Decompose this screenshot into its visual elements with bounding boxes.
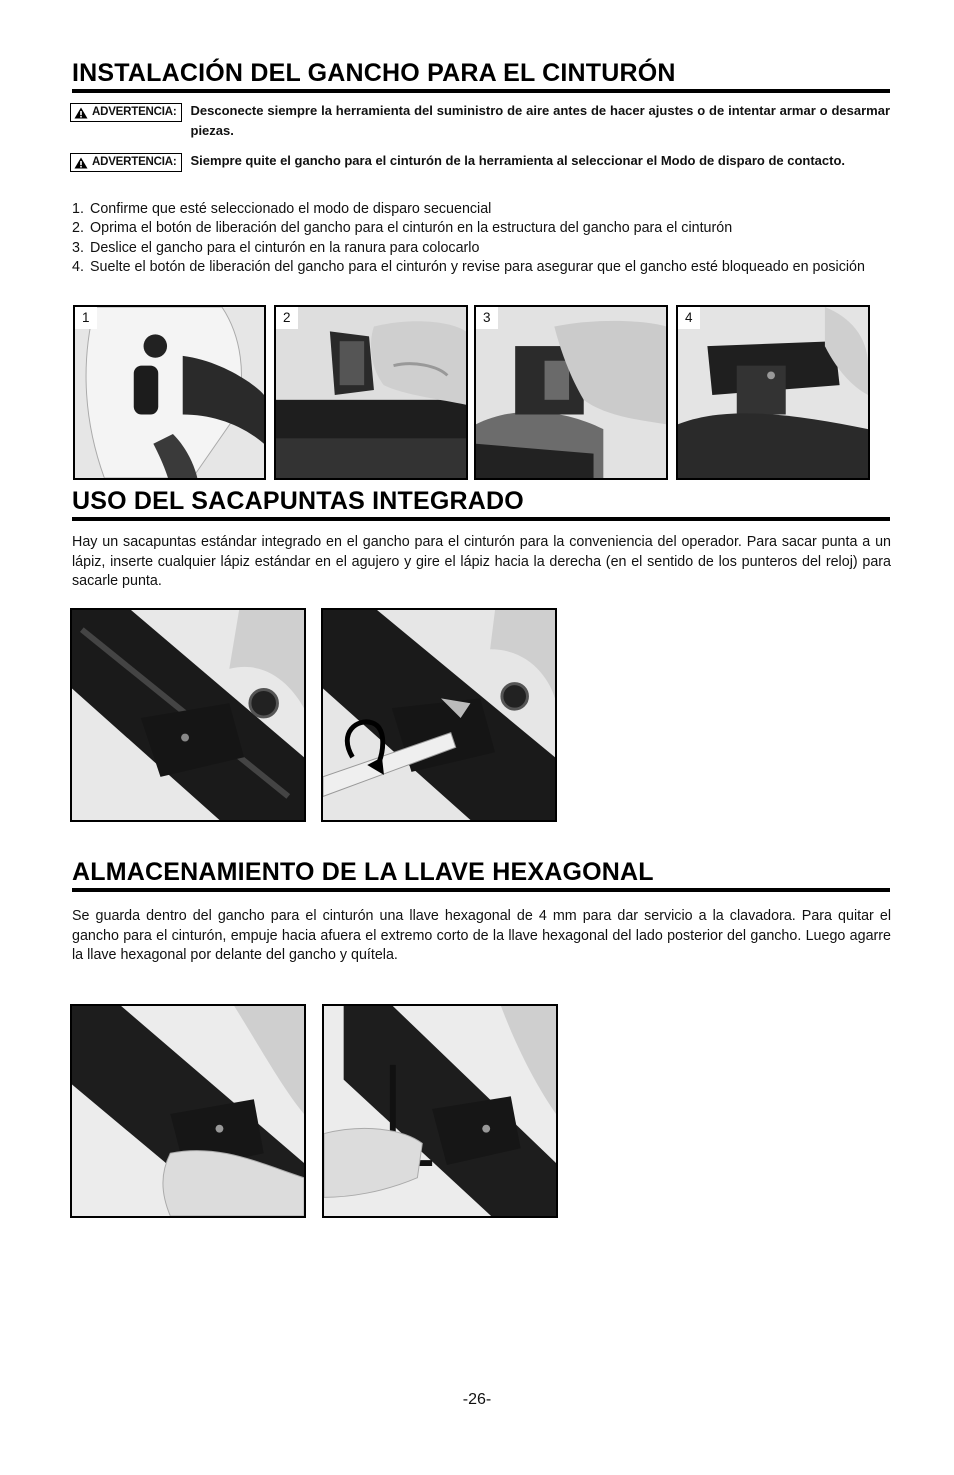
hex-key-remove-photo — [324, 1006, 556, 1216]
figure-label: 4 — [678, 307, 700, 329]
photo-step-1 — [73, 305, 266, 480]
list-item: 1. Confirme que esté seleccionado el modo de disparo secuencial — [72, 201, 492, 217]
section-title-belt-hook: INSTALACIÓN DEL GANCHO PARA EL CINTURÓN — [72, 58, 890, 93]
warning-disconnect-air — [70, 101, 890, 141]
page-number: -26- — [462, 1391, 492, 1408]
list-item: 4. Suelte el botón de liberación del gancho para el cinturón y revise para asegurar que el gancho esté bloqueado en posición — [72, 258, 865, 275]
section-title-sharpener: USO DEL SACAPUNTAS INTEGRADO — [72, 486, 890, 521]
sharpener-pencil-photo — [323, 610, 555, 820]
warning-text: Siempre quite el gancho para el cinturón de la herramienta al seleccionar el Modo de disparo de contacto. — [190, 153, 846, 168]
photo-step-2 — [274, 305, 468, 480]
tool-release-photo — [75, 307, 264, 478]
hex-key-push-photo — [72, 1006, 304, 1216]
warning-badge-label: ADVERTENCIA: — [92, 156, 177, 168]
warning-badge — [70, 103, 182, 122]
photo-hex-key-push — [70, 1004, 306, 1218]
photo-hex-key-remove — [322, 1004, 558, 1218]
sharpener-paragraph: Hay un sacapuntas estándar integrado en el gancho para el cinturón para la conveniencia del operador. Para sacar punta a un lápiz, inserte cualquier lápiz estándar en el agujero y gire el lápiz hacia la derecha (en el sentido de los punteros del reloj) para sacarle punta. — [72, 534, 891, 589]
section-title-hex-key: ALMACENAMIENTO DE LA LLAVE HEXAGONAL — [72, 857, 890, 892]
hook-press-photo — [276, 307, 466, 478]
photo-step-3 — [474, 305, 668, 480]
photo-sharpener-pencil — [321, 608, 557, 822]
hook-locked-photo — [678, 307, 868, 478]
warning-badge-label: ADVERTENCIA: — [92, 106, 177, 118]
warning-badge — [70, 153, 182, 172]
figure-label: 1 — [75, 307, 97, 329]
list-item: 2. Oprima el botón de liberación del gancho para el cinturón en la estructura del gancho para el cinturón — [72, 220, 733, 237]
photo-step-4 — [676, 305, 870, 480]
list-item: 3. Deslice el gancho para el cinturón en la ranura para colocarlo — [72, 239, 480, 256]
warning-text: Desconecte siempre la herramienta del suministro de aire antes de hacer ajustes o de intentar armar o desarmar piezas. — [190, 103, 890, 138]
photo-sharpener-hook — [70, 608, 306, 822]
warning-triangle-icon — [74, 157, 88, 169]
sharpener-hook-photo — [72, 610, 304, 820]
warning-remove-hook — [70, 151, 890, 172]
warning-triangle-icon — [74, 107, 88, 119]
hex-key-paragraph: Se guarda dentro del gancho para el cinturón una llave hexagonal de 4 mm para dar servicio a la clavadora. Para quitar el gancho para el cinturón, empuje hacia afuera el extremo corto de la llave hexagonal del lado posterior del gancho. Luego agarre la llave hexagonal por delante del gancho y quítela. — [72, 908, 891, 963]
figure-label: 2 — [276, 307, 298, 329]
hook-slide-photo — [476, 307, 666, 478]
figure-label: 3 — [476, 307, 498, 329]
installation-steps — [72, 200, 890, 277]
